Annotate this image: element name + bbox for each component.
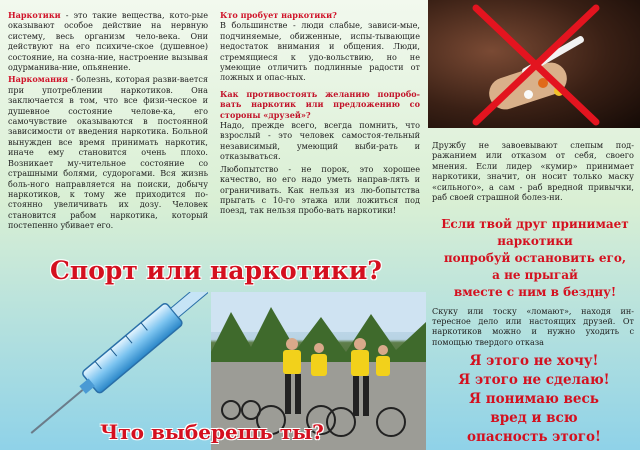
definition-drugs: - это такие вещества, кото-рые оказывают особое действие на нервную систему, весь организм чело-века. Они действуют на его психиче-ское (душевное) состояние, на созна-ние, настроение вызывая одурманива-ние, опьянение. <box>8 10 208 73</box>
callout2-line: Я этого не сделаю! <box>458 372 610 388</box>
term-drugs: Наркотики <box>8 10 61 20</box>
definition-addiction: - болезнь, которая разви-вается при употреблении наркотиков. Она заключается в том, что все физи-ческое и душевное состояние челове-ка, его самочувствие оказываются в постоянной зависимости от введения наркотика. Больной вынужден все время принимать наркотик, иначе ему становится очень плохо. Возникает му-чительное состояние со страшными болями, судорогами. Вся жизнь боль-ного направляется на поиски, добычу наркотиков, к тому же приходится по-стоянно увеличивать их дозу. Человек становится рабом наркотика, который постепенно убивает его. <box>8 74 208 231</box>
paragraph-drugs <box>8 10 208 72</box>
callout1-line: Если твой друг принимает <box>441 217 629 231</box>
callout1-line: наркотики <box>497 234 573 248</box>
heading-who-tries: Кто пробует наркотики? <box>220 10 337 20</box>
callout2-line: Я этого не хочу! <box>469 353 599 369</box>
cross-out-icon <box>428 0 640 128</box>
callout2-line: опасность этого! <box>467 429 601 445</box>
crossed-out-drugs-image <box>428 0 640 128</box>
column-definitions <box>8 10 208 233</box>
answer-how-resist: Надо, прежде всего, всегда помнить, что взрослый - это человек самостоя-тельный независимый, умеющий выби-рать и отказываться. <box>220 120 420 162</box>
term-addiction: Наркомания <box>8 74 68 85</box>
callout-stop-friend <box>430 216 640 301</box>
callout1-line: попробуй остановить его, <box>443 251 627 265</box>
column-questions <box>220 10 420 218</box>
callout-refusal <box>428 352 640 447</box>
paragraph-addiction <box>8 74 208 230</box>
question-what-choose: Что выберешь ты? <box>100 420 324 444</box>
callout2-line: Я понимаю весь <box>469 391 599 407</box>
friendship-paragraph: Дружбу не завоевывают слепым под-ражанием или отказом от себя, своего мнения. Если лидер «кумир» принимает наркотики, значит, он носит только маску «сильного», а сам - раб вредной привычки, раб своей страшной болез-ни. <box>432 140 634 203</box>
callout1-line: вместе с ним в бездну! <box>453 285 617 299</box>
main-title: Спорт или наркотики? <box>50 256 382 285</box>
heading-how-resist: Как противостоять желанию попробо-вать наркотик или предложению со стороны «друзей»? <box>220 88 420 120</box>
callout1-line: а не прыгай <box>492 268 578 282</box>
boredom-paragraph: Скуку или тоску «ломают», находя ин-тересное дело или настоящих друзей. От наркотиков можно и нужно уходить с помощью твердого отказа <box>432 306 634 347</box>
answer-curiosity: Любопытство - не порок, это хорошее качество, но его надо уметь направ-лять и ограничивать. Как нельзя из лю-бопытства прыгать с 10-го этажа или ложиться под поезд, так нельзя пробо-вать наркотики! <box>220 163 420 216</box>
answer-who-tries: В большинстве - люди слабые, зависи-мые, подчиняемые, обиженные, испы-тывающие недостаток внимания и общения. Люди, стремящиеся к удо-вольствию, но не умеющие отличить подлинные радости от ложных и опас-ных. <box>220 20 420 83</box>
callout2-line: вред и всю <box>490 410 578 426</box>
